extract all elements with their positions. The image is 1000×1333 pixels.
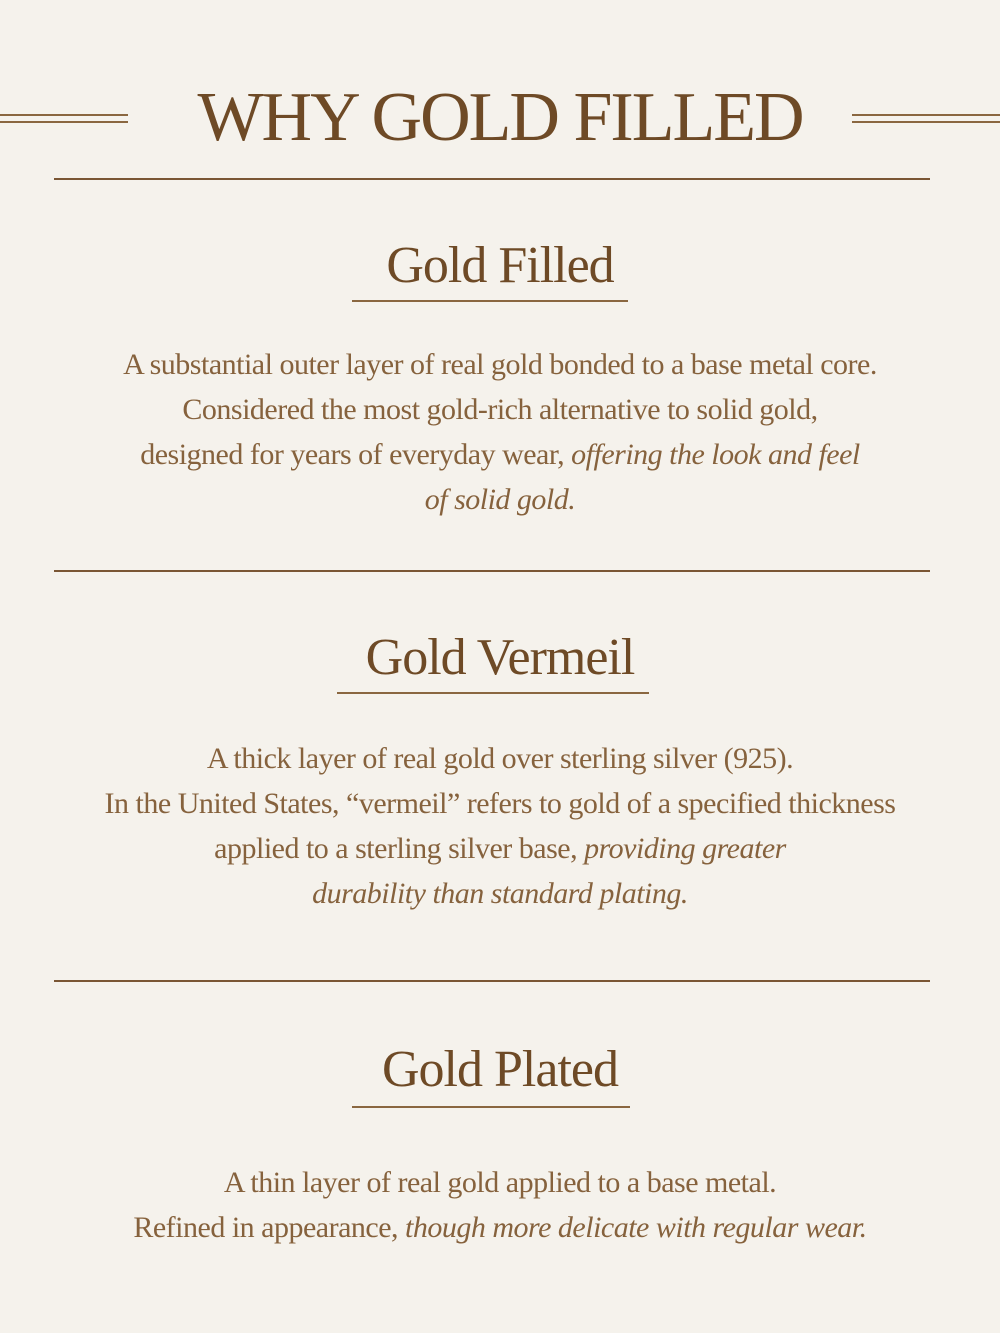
body-line: Considered the most gold-rich alternative to solid gold, <box>182 393 818 426</box>
title-ornament-right <box>852 114 1000 123</box>
body-emphasis: durability than standard plating. <box>312 877 688 910</box>
divider-1 <box>54 570 930 572</box>
body-emphasis: of solid gold. <box>424 483 576 516</box>
body-emphasis: providing greater <box>584 832 786 865</box>
section-heading-gold-filled: Gold Filled <box>386 237 614 294</box>
title-row <box>0 78 1000 158</box>
section-heading-gold-vermeil: Gold Vermeil <box>365 629 635 686</box>
heading-underline-gold-filled <box>352 300 628 302</box>
section-body-gold-filled <box>0 342 1000 522</box>
heading-underline-gold-vermeil <box>337 692 649 694</box>
body-line: designed for years of everyday wear, <box>140 438 572 471</box>
body-emphasis: offering the look and feel <box>571 438 860 471</box>
body-line: A substantial outer layer of real gold bonded to a base metal core. <box>123 348 877 381</box>
divider-top <box>54 178 930 180</box>
section-heading-gold-plated: Gold Plated <box>382 1041 618 1098</box>
body-line: applied to a sterling silver base, <box>214 832 585 865</box>
body-emphasis: though more delicate with regular wear. <box>405 1211 867 1244</box>
body-line: Refined in appearance, <box>133 1211 406 1244</box>
divider-2 <box>54 980 930 982</box>
body-line: In the United States, “vermeil” refers to gold of a specified thickness <box>104 787 896 820</box>
page-title: WHY GOLD FILLED <box>197 79 803 156</box>
body-line: A thin layer of real gold applied to a base metal. <box>223 1166 777 1199</box>
body-line: A thick layer of real gold over sterling silver (925). <box>206 742 794 775</box>
section-body-gold-plated <box>0 1160 1000 1250</box>
section-body-gold-vermeil <box>0 736 1000 916</box>
heading-underline-gold-plated <box>352 1106 630 1108</box>
